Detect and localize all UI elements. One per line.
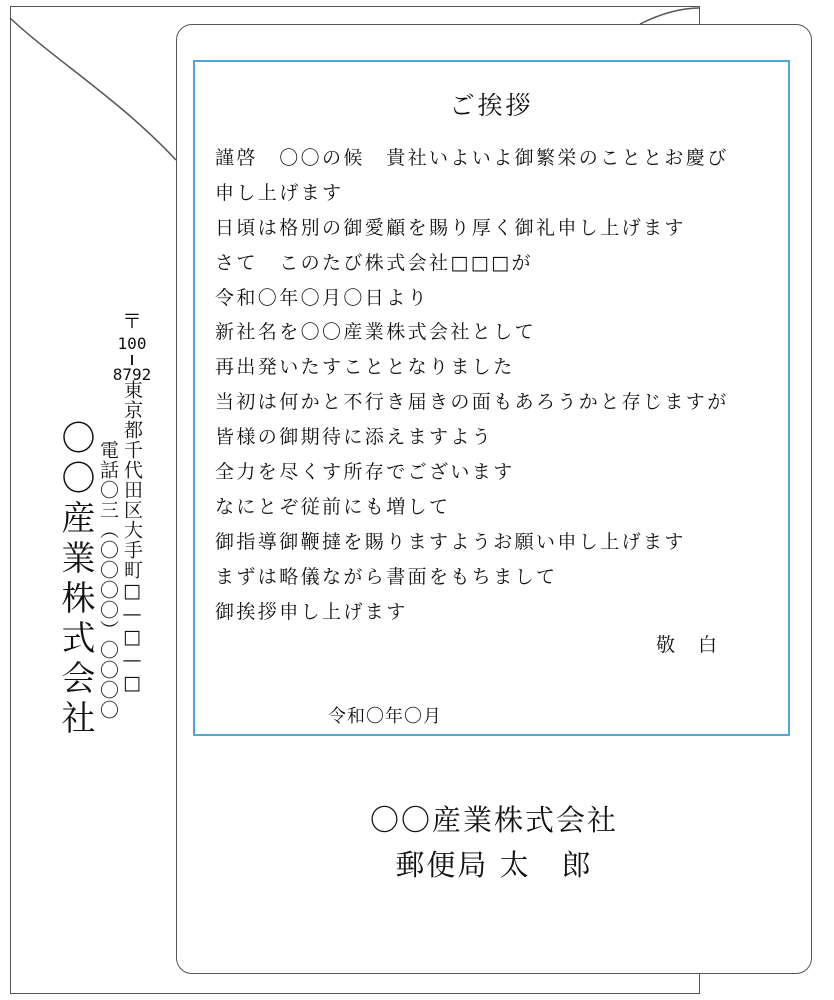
postal-code-dash bbox=[110, 355, 154, 365]
sender-address: 東京都千代田区大手町□—□—□ bbox=[121, 380, 143, 695]
sender-phone: 電話〇三（〇〇〇〇）〇〇〇〇 bbox=[97, 440, 119, 720]
letter-line: 再出発いたすこととなりました bbox=[215, 356, 515, 379]
letter-line: 令和〇年〇月〇日より bbox=[215, 286, 430, 309]
letter-line: 新社名を〇〇産業株式会社として bbox=[215, 321, 537, 344]
postal-code-second: 8792 bbox=[112, 364, 152, 384]
letter-line: 御指導御鞭撻を賜りますようお願い申し上げます bbox=[215, 530, 686, 553]
postal-mark: 〒 bbox=[122, 309, 142, 333]
letter-body bbox=[215, 141, 775, 629]
letter-date: 令和〇年〇月 bbox=[328, 706, 442, 727]
postal-code-first: 100 bbox=[117, 334, 147, 353]
signature-company: 〇〇産業株式会社 bbox=[369, 803, 618, 837]
envelope-flap-left-curve bbox=[10, 18, 176, 160]
letter-line: 日頃は格別の御愛顧を賜り厚く御礼申し上げます bbox=[215, 216, 686, 239]
letter-closing: 敬 白 bbox=[656, 634, 720, 656]
sender-company: 〇〇産業株式会社 bbox=[55, 420, 95, 740]
letter-line: 申し上げます bbox=[215, 181, 344, 204]
letter-line: 全力を尽くす所存でございます bbox=[215, 461, 515, 484]
letter-title: ご挨拶 bbox=[449, 91, 534, 120]
letter-line: まずは略儀ながら書面をもちまして bbox=[215, 565, 558, 588]
envelope-flap-right-curve bbox=[640, 8, 700, 24]
letter-line: 謹啓 〇〇の候 貴社いよいよ御繁栄のこととお慶び bbox=[215, 147, 729, 169]
letter-line: 御挨拶申し上げます bbox=[215, 600, 408, 623]
signature-name: 郵便局 太 郎 bbox=[395, 848, 593, 882]
postal-code-block bbox=[110, 308, 154, 386]
letter-line: さて このたび株式会社□□□が bbox=[215, 251, 533, 274]
letter-line: 当初は何かと不行き届きの面もあろうかと存じますが bbox=[215, 391, 729, 414]
letter-line: なにとぞ従前にも増して bbox=[215, 495, 451, 518]
letter-line: 皆様の御期待に添えますよう bbox=[215, 426, 494, 449]
